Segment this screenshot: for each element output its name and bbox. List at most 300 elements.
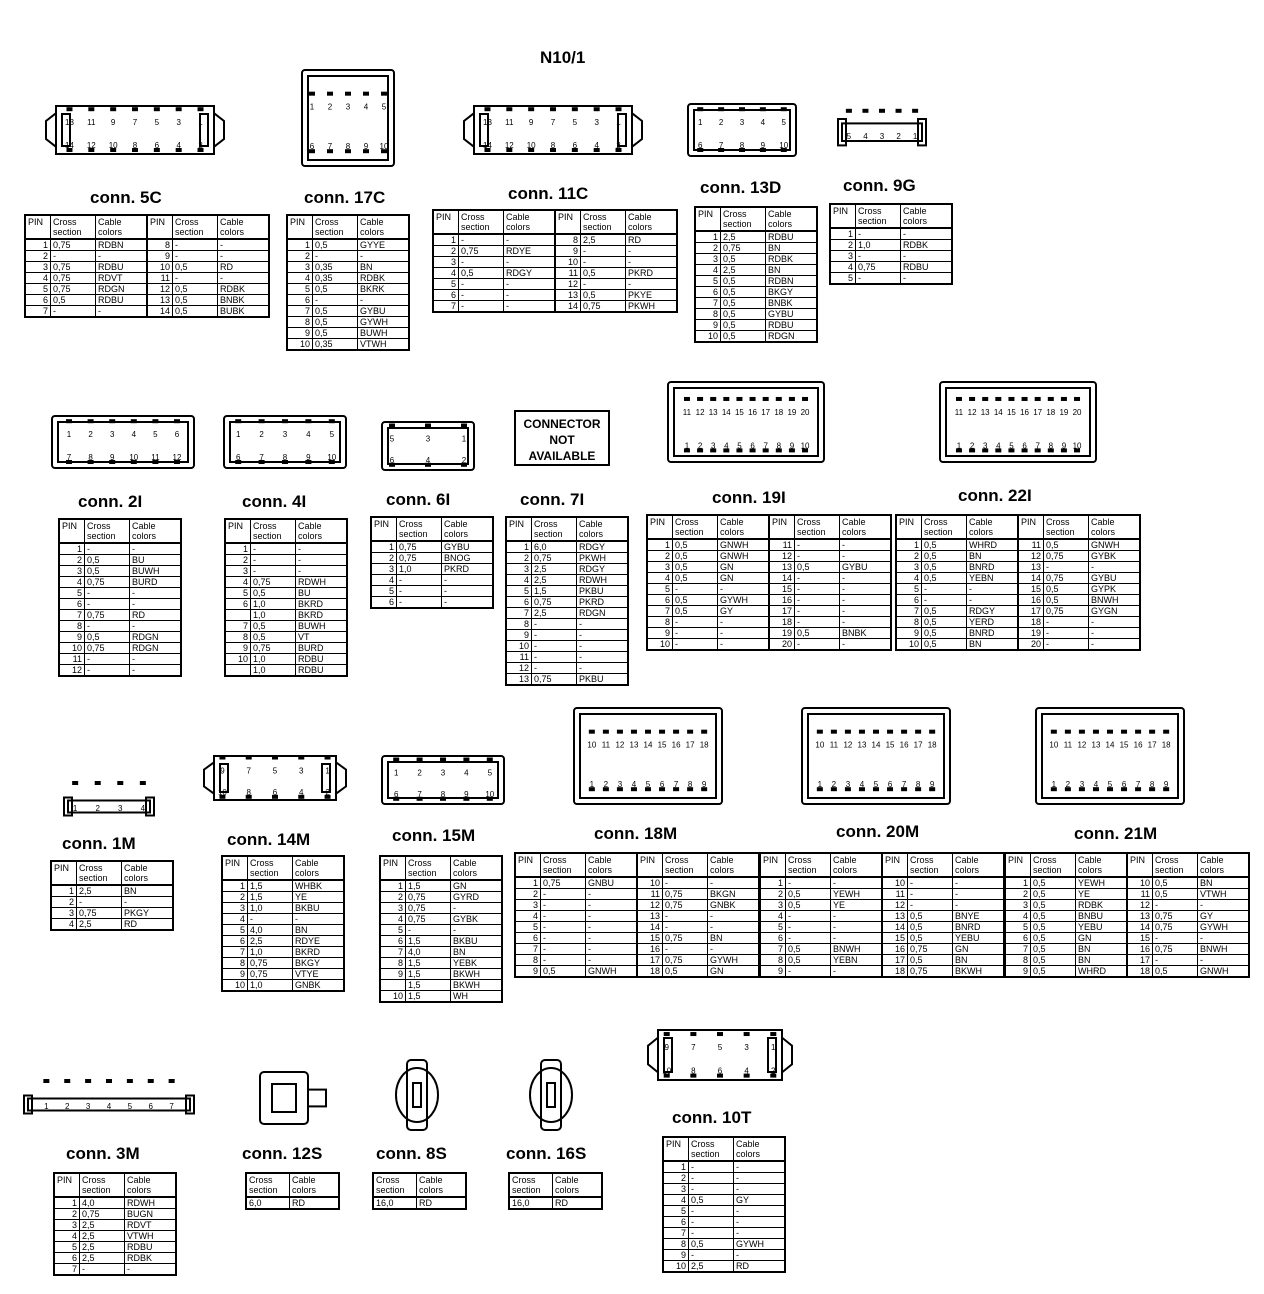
cross-section-cell: 0,5 [721,309,766,320]
pin-contact [594,107,600,111]
cross-section-header: Cross section [373,1173,417,1197]
cross-section-cell: - [51,251,96,262]
table-header-row [380,856,502,880]
pin-number: 4 [996,441,1001,451]
pin-number: 2 [1065,780,1071,790]
table-row [760,955,1004,966]
table-header-row [59,519,181,543]
pin-number: 7 [1035,441,1040,451]
cross-section-cell: 2,5 [532,564,577,575]
pin-header: PIN [1005,853,1031,877]
connector-label-5c: conn. 5C [90,188,162,207]
connector-latch-right [632,113,642,147]
cross-section-cell: 2,5 [721,231,766,243]
pin-cell: 5 [225,588,251,599]
cross-section-cell: 0,5 [173,295,218,306]
pin-number: 4 [760,118,766,128]
pin-number: 11 [151,453,160,462]
cross-section-cell: - [856,273,901,285]
pin-number: 17 [1147,740,1157,750]
cable-color-cell: RDBN [766,276,818,287]
pin-header: PIN [760,853,786,877]
pin-contact [995,397,1001,401]
pin-number: 19 [1059,407,1069,417]
cable-color-cell: BKGY [766,287,818,298]
pin-number: 3 [425,434,431,444]
cross-section-cell: 1,0 [251,599,296,610]
table-row [896,551,1140,562]
cable-color-cell: - [504,301,556,313]
cross-section-header: Cross section [251,519,296,543]
connector-label-9g: conn. 9G [843,176,916,195]
cross-section-cell: 0,75 [1153,911,1198,922]
cable-color-cell: BNRD [967,628,1019,639]
pin-number: 15 [885,740,895,750]
cable-colors-header: Cable colors [586,853,638,877]
pin-cell: 12 [882,900,908,911]
table-row [695,298,817,309]
pin-cell: 17 [769,606,795,617]
pin-number: 4 [594,141,599,150]
cross-section-cell: 0,5 [908,933,953,944]
pin-contact [901,730,907,734]
pin-number: 17 [761,407,771,417]
cross-section-cell: - [459,257,504,268]
cable-colors-header: Cable colors [218,215,270,239]
pin-header: PIN [147,215,173,239]
cross-section-header: Cross section [908,853,953,877]
table-row [663,1206,785,1217]
table-row [1005,966,1249,978]
connector-label-14m: conn. 14M [227,830,311,849]
pin-cell: 8 [380,958,406,969]
cable-color-cell: GYPK [1089,584,1141,595]
pin-number: 1 [1051,780,1057,790]
cable-color-cell: - [358,251,410,262]
table-row [222,980,344,992]
cable-color-cell: BKRD [296,599,348,610]
cable-color-cell: BNRD [953,922,1005,933]
cable-colors-header: Cable colors [967,515,1019,539]
cross-section-cell: 0,5 [922,617,967,628]
pin-cell: 5 [515,922,541,933]
pin-contact [72,781,78,785]
cross-section-cell: - [541,933,586,944]
pin-cell: 2 [647,551,673,562]
pin-number: 4 [724,441,729,451]
pin-contact [887,730,893,734]
pin-cell: 10 [695,331,721,343]
cross-section-cell: 1,5 [406,958,451,969]
pin-contact [152,419,158,423]
table-row [896,639,1140,651]
table-row [647,573,891,584]
cable-colors-header: Cable colors [417,1173,467,1197]
cross-section-cell: 0,5 [1031,922,1076,933]
pin-cell: 6 [647,595,673,606]
cross-section-cell: 0,5 [85,566,130,577]
pin-number: 8 [776,441,782,451]
cable-color-cell: VTWH [358,339,410,351]
cross-section-header: Cross section [459,210,504,234]
pin-number: 16 [748,407,758,417]
pin-contact [484,107,490,111]
pin-header: PIN [287,215,313,239]
pin-contact [831,730,837,734]
pin-contact [345,92,351,96]
cross-section-cell: 0,5 [1031,911,1076,922]
table-row [433,257,677,268]
pin-cell: 1 [433,234,459,246]
pinout-table-1m [50,860,174,931]
pin-number: 10 [526,141,536,150]
cross-section-cell: - [85,621,130,632]
pin-cell: 7 [506,608,532,619]
pin-cell: 2 [380,892,406,903]
cable-color-cell: BN [766,265,818,276]
pin-number: 6 [750,441,755,451]
cross-section-cell: - [786,877,831,889]
cross-section-cell: 0,5 [908,955,953,966]
cross-section-cell: 0,35 [313,262,358,273]
pin-number: 11 [954,407,964,417]
pin-contact [1135,730,1141,734]
cross-section-cell: 0,5 [1031,889,1076,900]
connector-drawing-1m [62,790,156,820]
table-row [515,933,759,944]
table-row [515,877,759,889]
table-row [830,262,952,273]
pin-number: 10 [1072,441,1082,451]
cross-section-cell: 0,75 [77,908,122,919]
pin-cell: 4 [896,573,922,584]
pin-cell: 9 [515,966,541,978]
pin-number: 7 [901,780,907,790]
cable-color-cell: RDBU [766,320,818,331]
cable-color-cell: - [1089,639,1141,651]
pin-cell: 1 [830,228,856,240]
pin-contact [770,1032,776,1036]
table-row [25,284,269,295]
cross-section-cell: - [1153,955,1198,966]
pin-contact [440,758,446,762]
cable-color-cell: PKGY [122,908,174,919]
table-row [506,575,628,586]
pin-contact [327,92,333,96]
cross-section-cell: 0,35 [313,339,358,351]
connector-latch-right [782,1038,792,1073]
pin-number: 8 [739,141,745,150]
pinout-table-15m [379,855,503,1003]
pin-cell: 7 [54,1264,80,1276]
pin-contact [127,1079,133,1083]
pin-cell: 12 [769,551,795,562]
pin-number: 18 [774,407,784,417]
pin-contact [690,1032,696,1036]
pin-cell: 10 [637,877,663,889]
pin-cell: 4 [51,919,77,931]
cross-section-cell: 0,5 [922,628,967,639]
table-row [373,1197,466,1209]
pin-contact [739,107,745,111]
cross-section-cell: 1,5 [406,880,451,892]
table-row [371,597,493,609]
cable-color-cell: BN [967,639,1019,651]
cross-section-cell: - [251,566,296,577]
pinout-table-3m [53,1172,177,1276]
connector-body [68,801,150,813]
pin-cell: 12 [506,663,532,674]
pin-cell: 1 [760,877,786,889]
cable-color-cell: GN [451,880,503,892]
pin-number: 20 [800,407,810,417]
cross-section-cell: 0,75 [51,284,96,295]
table-header-row [1005,853,1249,877]
pin-contact [463,758,469,762]
cable-color-cell: YE [293,892,345,903]
connector-drawing-9g [836,108,928,152]
cross-section-cell: - [786,966,831,978]
cross-section-cell: 0,5 [908,911,953,922]
pin-cell: 2 [830,240,856,251]
cable-color-cell: GYBK [1089,551,1141,562]
pin-contact [710,397,716,401]
pin-cell: 3 [287,262,313,273]
cable-color-cell: BNWH [1089,595,1141,606]
pin-number: 2 [718,118,724,128]
cable-color-cell: - [626,257,678,268]
cable-color-cell: YEBN [831,955,883,966]
pin-cell: 2 [371,553,397,564]
pin-number: 14 [721,407,731,417]
pin-number: 3 [118,804,123,813]
cross-section-cell: - [251,543,296,555]
pin-cell: 8 [896,617,922,628]
pin-number: 7 [169,1102,174,1111]
pin-header: PIN [59,519,85,543]
table-row [225,654,347,665]
table-row [509,1197,602,1209]
pin-cell: 4 [54,1231,80,1242]
pin-number: 3 [440,768,446,778]
cable-color-cell: - [218,273,270,284]
cross-section-cell: 0,5 [1031,944,1076,955]
pin-cell: 9 [663,1250,689,1261]
pin-number: 9 [363,142,369,152]
table-row [760,911,1004,922]
cable-color-cell: - [734,1250,786,1261]
pin-number: 14 [643,740,653,750]
pin-cell: 1 [1005,877,1031,889]
table-header-row [647,515,891,539]
cable-color-cell: - [840,639,892,651]
cross-section-cell: 0,5 [1044,539,1089,551]
pin-number: 12 [615,740,625,750]
connector-label-15m: conn. 15M [392,826,476,845]
cross-section-cell: - [1044,639,1089,651]
pin-cell: 6 [222,936,248,947]
pin-number: 7 [327,142,333,152]
cable-color-cell: - [840,595,892,606]
cable-color-cell: YEBU [1076,922,1128,933]
pin-number: 14 [871,740,881,750]
cross-section-cell: 0,75 [406,903,451,914]
pinout-table-6i [370,516,494,609]
pin-cell: 8 [59,621,85,632]
pin-cell: 15 [1127,933,1153,944]
cable-color-cell: - [734,1184,786,1195]
table-row [663,1250,785,1261]
cable-color-cell: GN [1076,933,1128,944]
cable-color-cell: BN [358,262,410,273]
pin-number: 3 [594,118,599,128]
pin-cell: 5 [1005,922,1031,933]
table-header-row [25,215,269,239]
pinout-table-9g [829,203,953,285]
pin-number: 10 [108,141,118,150]
cross-section-cell: 1,0 [248,903,293,914]
pinout-table-21m [1004,852,1250,978]
cross-section-cell: - [459,279,504,290]
cross-section-header: Cross section [313,215,358,239]
cable-color-cell: RDBN [96,239,148,251]
pin-cell: 10 [147,262,173,273]
cable-color-cell: GNWH [1089,539,1141,551]
table-row [663,1217,785,1228]
pin-number: 12 [86,141,96,150]
cable-color-cell: - [840,617,892,628]
pin-number: 13 [483,118,492,128]
pin-number: 1 [44,1102,49,1111]
cable-color-cell: - [442,597,494,609]
table-row [433,301,677,313]
cable-color-cell: BN [1076,955,1128,966]
cable-colors-header: Cable colors [708,853,760,877]
cross-section-cell: - [581,279,626,290]
pin-number: 12 [967,407,977,417]
pin-header: PIN [1127,853,1153,877]
cross-section-cell: 0,5 [85,555,130,566]
table-header-row [51,861,173,885]
pin-number: 2 [88,430,93,440]
pin-number: 1 [325,766,330,776]
pin-cell [225,665,251,677]
cross-section-cell: 0,75 [248,958,293,969]
pin-cell: 5 [222,925,248,936]
table-row [896,628,1140,639]
cable-color-cell: - [358,295,410,306]
pin-contact [109,419,115,423]
pin-cell: 4 [830,262,856,273]
pin-number: 6 [717,1066,723,1076]
table-row [830,228,952,240]
pin-contact [117,781,123,785]
cross-section-cell: - [541,889,586,900]
pin-number: 9 [528,118,534,128]
table-row [59,643,181,654]
pin-number: 13 [65,118,74,128]
cable-color-cell: BN [766,243,818,254]
pin-contact [776,397,782,401]
pin-cell: 11 [1127,889,1153,900]
table-row [287,328,409,339]
pin-cell: 15 [1018,584,1044,595]
cable-color-cell: WHRD [1076,966,1128,978]
cross-section-cell: 0,5 [1031,900,1076,911]
table-header-row [373,1173,466,1197]
cable-color-cell: RDVT [125,1220,177,1231]
cross-section-cell: - [689,1184,734,1195]
cross-section-cell: - [689,1161,734,1173]
cable-color-cell: BUWH [358,328,410,339]
pin-number: 1 [684,441,690,451]
table-header-row [896,515,1140,539]
pin-cell: 3 [1005,900,1031,911]
pin-contact [645,730,651,734]
cable-color-cell: - [586,911,638,922]
cross-section-header: Cross section [509,1173,553,1197]
cable-colors-header: Cable colors [96,215,148,239]
connector-tab [308,1090,326,1107]
pin-number: 15 [657,740,667,750]
pin-number: 6 [698,141,703,150]
pin-cell: 9 [760,966,786,978]
cross-section-cell: 0,5 [1031,877,1076,889]
pin-number: 14 [65,141,74,150]
pin-contact [1048,397,1054,401]
cable-color-cell: BKWH [451,980,503,991]
cable-color-cell: BURD [130,577,182,588]
cable-color-cell: GY [734,1195,786,1206]
cable-color-cell: RDGY [577,564,629,575]
pinout-table-4i [224,518,348,677]
cable-color-cell: RDBK [218,284,270,295]
cross-section-cell: - [85,588,130,599]
cross-section-cell: 0,5 [173,306,218,318]
pin-cell: 6 [695,287,721,298]
pin-contact [298,756,304,760]
pin-header: PIN [637,853,663,877]
table-row [695,320,817,331]
pin-number: 8 [246,787,251,797]
cross-section-cell: 0,75 [248,969,293,980]
table-row [896,595,1140,606]
pin-cell: 14 [1127,922,1153,933]
cable-color-cell: GY [1198,911,1250,922]
table-row [515,955,759,966]
table-row [371,564,493,575]
cross-section-cell: - [786,933,831,944]
cable-color-cell: RDBK [125,1253,177,1264]
table-row [59,665,181,677]
cross-section-cell: 0,5 [721,331,766,343]
cross-section-cell: 0,5 [922,573,967,584]
pin-number: 12 [695,407,705,417]
table-row [1005,900,1249,911]
table-row [25,251,269,262]
cross-section-cell: - [459,301,504,313]
cross-section-cell: - [1044,628,1089,639]
cross-section-header: Cross section [173,215,218,239]
pin-cell: 11 [147,273,173,284]
table-row [515,900,759,911]
cable-color-cell: BN [953,955,1005,966]
pin-cell: 2 [663,1173,689,1184]
pin-contact [873,730,879,734]
connector-drawing-22i [936,378,1100,466]
pin-cell: 4 [380,914,406,925]
pin-number: 4 [631,780,637,790]
